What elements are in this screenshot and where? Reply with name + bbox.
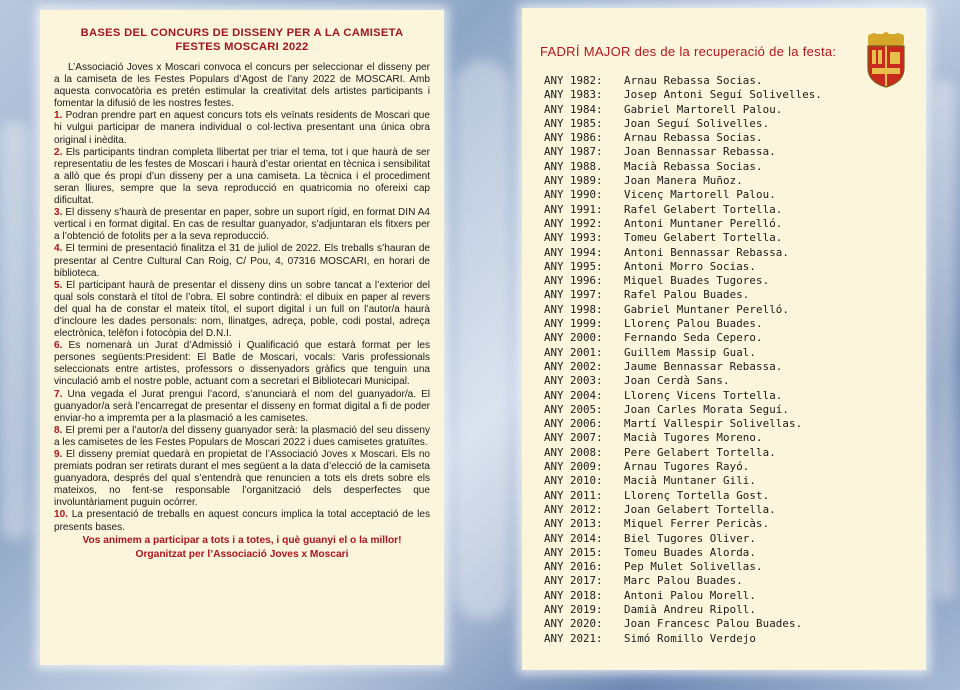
closing-line-2: Organitzat per l’Associació Joves x Moscari (135, 549, 349, 561)
rules-base-text: Els participants tindran completa llibertat per triar el tema, tot i que haurà de ser representatiu de les festes de Moscari i haurà d’estar orientat en tècnica i sensibilitat a allò que és propi d’un disseny per a una camiseta. La tècnica i el procediment seran lliures, sempre que la seva reproducció en quatricomia no ofereixi cap dificultat. (54, 146, 430, 207)
entry-name: Arnau Tugores Rayó. (624, 460, 750, 474)
entry-name: Llorenç Palou Buades. (624, 317, 763, 331)
list-item (544, 632, 904, 646)
rules-base-item (54, 449, 430, 509)
list-item (544, 431, 904, 445)
list-item (544, 145, 904, 159)
entry-year: ANY 2005: (544, 402, 603, 416)
entry-year: ANY 2004: (544, 388, 603, 402)
entry-name: Antoni Palou Morell. (624, 588, 757, 602)
entry-name: Miquel Buades Tugores. (624, 274, 770, 288)
background-texture (455, 60, 510, 620)
list-item (544, 317, 904, 331)
list-item (544, 417, 904, 431)
list-item (544, 403, 904, 417)
rules-base-number: 1. (54, 110, 63, 122)
fadri-major-panel (522, 8, 926, 670)
rules-base-item (54, 280, 430, 340)
entry-name: Jaume Bennassar Rebassa. (624, 359, 783, 373)
fadri-major-list (544, 74, 904, 646)
entry-year: ANY 2002: (544, 359, 603, 373)
entry-name: Vicenç Martorell Palou. (624, 188, 776, 202)
entry-year: ANY 2019: (544, 602, 603, 616)
entry-name: Joan Francesc Palou Buades. (624, 617, 803, 631)
entry-name: Miquel Ferrer Pericàs. (624, 517, 770, 531)
entry-name: Martí Vallespir Solivellas. (624, 417, 803, 431)
rules-base-text: El disseny premiat quedarà en propietat de l’Associació Joves x Moscari. Els no premiats podran ser retirats durant el mes següent a la data d’elecció de la camiseta guanyadora, després del qual s’entendrà que renuncien a tots els drets sobre els mateixos, no fent-se responsable l’organització dels desperfectes que involuntàriament puguin ocórrer. (54, 449, 430, 509)
entry-year: ANY 1989: (544, 174, 603, 188)
rules-base-number: 8. (54, 424, 63, 436)
list-item (544, 489, 904, 503)
entry-year: ANY 1993: (544, 231, 603, 245)
rules-base-text: La presentació de treballs en aquest concurs implica la total acceptació de les presents bases. (54, 509, 430, 533)
entry-year: ANY 1999: (544, 317, 603, 331)
entry-year: ANY 1998: (544, 302, 603, 316)
rules-title (54, 26, 430, 54)
list-item (544, 532, 904, 546)
list-item (544, 389, 904, 403)
rules-base-text: El participant haurà de presentar el disseny dins un sobre tancat a l’exterior del qual sols constarà el títol de l’obra. El sobre contindrà: el dibuix en paper al revers del qual ha de constar el mateix títol, el suport digital i un full on l’autor/a haurà d’incloure les dades personals: nom, llinatges, adreça, poble, codi postal, adreça electrònica, telèfon i fotocòpia del D.N.I. (54, 279, 430, 340)
entry-name: Antoni Morro Socias. (624, 259, 757, 273)
list-item (544, 74, 904, 88)
entry-year: ANY 2007: (544, 431, 603, 445)
list-item (544, 103, 904, 117)
rules-base-item (54, 110, 430, 146)
list-item (544, 288, 904, 302)
list-item (544, 446, 904, 460)
list-item (544, 560, 904, 574)
entry-year: ANY 1984: (544, 102, 603, 116)
entry-name: Arnau Rebassa Socias. (624, 74, 763, 87)
rules-title-line-2: FESTES MOSCARI 2022 (175, 41, 309, 53)
rules-base-text: El premi per a l’autor/a del disseny guanyador serà: la plasmació del seu disseny a les camisetes de les Festes Populars de Moscari 2022 i dues camisetes gratuïtes. (54, 424, 430, 448)
list-item (544, 574, 904, 588)
rules-body (54, 62, 430, 534)
entry-name: Marc Palou Buades. (624, 574, 743, 588)
entry-name: Tomeu Gelabert Tortella. (624, 231, 783, 245)
entry-name: Joan Bennassar Rebassa. (624, 145, 776, 159)
rules-base-number: 5. (54, 279, 63, 291)
entry-year: ANY 1990: (544, 188, 603, 202)
entry-year: ANY 1994: (544, 245, 603, 259)
entry-year: ANY 1986: (544, 131, 603, 145)
entry-year: ANY 2009: (544, 460, 603, 474)
entry-year: ANY 2017: (544, 574, 603, 588)
rules-base-item (54, 509, 430, 533)
entry-year: ANY 2011: (544, 488, 603, 502)
rules-intro (54, 62, 430, 110)
entry-name: Antoni Bennassar Rebassa. (624, 245, 790, 259)
contest-rules-panel (40, 10, 444, 665)
entry-name: Biel Tugores Oliver. (624, 531, 757, 545)
entry-name: Llorenç Vicens Tortella. (624, 388, 783, 402)
rules-intro-text: L’Associació Joves x Moscari convoca el concurs per seleccionar el disseny per a la camiseta de les Festes Populars d’Agost de l’any 2022 de MOSCARI. Amb aquesta convocatòria es pretén estimular la creativitat dels artistes participants i fomentar la difusió de les nostres festes. (54, 62, 430, 110)
list-item (544, 246, 904, 260)
entry-year: ANY 2016: (544, 560, 603, 574)
entry-name: Macià Rebassa Socias. (624, 159, 763, 173)
list-item (544, 117, 904, 131)
entry-name: Joan Manera Muñoz. (624, 174, 743, 188)
rules-base-text: El disseny s’haurà de presentar en paper, sobre un suport rígid, en format DIN A4 vertical i en format digital. En cas de resultar guanyador, s’adjuntaran els fitxers per a l’obtenció de fotolits per a la seva reproducció. (54, 207, 430, 243)
list-item (544, 160, 904, 174)
entry-year: ANY 2006: (544, 417, 603, 431)
list-item (544, 603, 904, 617)
list-item (544, 460, 904, 474)
entry-name: Rafel Palou Buades. (624, 288, 750, 302)
list-item (544, 474, 904, 488)
entry-name: Gabriel Martorell Palou. (624, 102, 783, 116)
entry-year: ANY 1991: (544, 202, 603, 216)
entry-year: ANY 1996: (544, 274, 603, 288)
rules-title-line-1: BASES DEL CONCURS DE DISSENY PER A LA CAMISETA (80, 27, 404, 39)
entry-name: Llorenç Tortella Gost. (624, 488, 770, 502)
list-item (544, 231, 904, 245)
entry-year: ANY 2012: (544, 502, 603, 516)
background-texture (932, 80, 956, 600)
closing-message (54, 535, 430, 562)
entry-year: ANY 1983: (544, 88, 603, 102)
list-item (544, 260, 904, 274)
entry-name: Joan Seguí Solivelles. (624, 116, 770, 130)
list-item (544, 617, 904, 631)
entry-year: ANY 2010: (544, 474, 603, 488)
entry-year: ANY 2018: (544, 588, 603, 602)
list-item (544, 589, 904, 603)
entry-year: ANY 1997: (544, 288, 603, 302)
list-item (544, 131, 904, 145)
list-item (544, 174, 904, 188)
rules-base-number: 2. (54, 146, 63, 158)
entry-name: Gabriel Muntaner Perelló. (624, 302, 790, 316)
list-item (544, 217, 904, 231)
entry-year: ANY 1985: (544, 116, 603, 130)
rules-base-number: 7. (54, 388, 63, 400)
list-item (544, 203, 904, 217)
entry-name: Josep Antoni Seguí Solivelles. (624, 88, 823, 102)
entry-name: Pep Mulet Solivellas. (624, 560, 763, 574)
entry-name: Tomeu Buades Alorda. (624, 545, 757, 559)
rules-base-text: Podran prendre part en aquest concurs tots els veïnats residents de Moscari que hi vulgui participar de manera individual o col·lectiva presentant una única obra original i inèdita. (54, 110, 430, 146)
list-item (544, 303, 904, 317)
entry-year: ANY 2003: (544, 374, 603, 388)
entry-name: Simó Romillo Verdejo (624, 631, 757, 645)
entry-name: Rafel Gelabert Tortella. (624, 202, 783, 216)
rules-base-number: 4. (54, 243, 63, 255)
list-item (544, 88, 904, 102)
closing-line-1: Vos animem a participar a tots i a totes, i què guanyi el o la millor! (82, 534, 402, 546)
entry-name: Arnau Rebassa Socias. (624, 131, 763, 145)
entry-year: ANY 1988. (544, 159, 603, 173)
entry-year: ANY 1987: (544, 145, 603, 159)
list-item (544, 346, 904, 360)
entry-year: ANY 1982: (544, 74, 603, 87)
rules-base-item (54, 147, 430, 207)
list-item (544, 360, 904, 374)
list-item (544, 546, 904, 560)
entry-name: Damià Andreu Ripoll. (624, 602, 757, 616)
rules-base-item (54, 207, 430, 243)
background-texture (0, 120, 30, 540)
rules-base-item (54, 425, 430, 449)
entry-year: ANY 2014: (544, 531, 603, 545)
entry-year: ANY 2021: (544, 631, 603, 645)
entry-year: ANY 1995: (544, 259, 603, 273)
entry-year: ANY 1992: (544, 216, 603, 230)
entry-year: ANY 2000: (544, 331, 603, 345)
rules-base-number: 9. (54, 449, 63, 460)
entry-year: ANY 2020: (544, 617, 603, 631)
list-item (544, 503, 904, 517)
rules-base-number: 6. (54, 340, 63, 352)
entry-name: Fernando Seda Cepero. (624, 331, 763, 345)
rules-base-number: 3. (54, 207, 63, 219)
fadri-major-title: FADRÍ MAJOR des de la recuperació de la festa: (540, 44, 837, 59)
entry-year: ANY 2015: (544, 545, 603, 559)
entry-year: ANY 2001: (544, 345, 603, 359)
entry-year: ANY 2008: (544, 445, 603, 459)
rules-base-text: Una vegada el Jurat prengui l’acord, s’anunciarà el nom del guanyador/a. El guanyador/a serà l’encarregat de presentar el disseny en format digital a fi de poder enviar-ho a impremta per a la plasmació a les camisetes. (54, 388, 430, 424)
entry-name: Guillem Massip Gual. (624, 345, 757, 359)
rules-base-text: Es nomenarà un Jurat d’Admissió i Qualificació que estarà format per les persones següents:President: El Batle de Moscari, vocals: Varis professionals seleccionats entre artistes, professors o dissenyadors gràfics que tenguin una vinculació amb el nostre poble, actuant com a secretari el Bibliotecari Municipal. (54, 340, 430, 388)
rules-base-item (54, 389, 430, 425)
rules-base-text: El termini de presentació finalitza el 31 de juliol de 2022. Els treballs s’hauran de presentar al Centre Cultural Can Roig, C/ Pou, 4, 07316 MOSCARI, en horari de biblioteca. (54, 243, 430, 279)
entry-name: Joan Gelabert Tortella. (624, 502, 776, 516)
entry-name: Macià Tugores Moreno. (624, 431, 763, 445)
entry-name: Joan Cerdà Sans. (624, 374, 730, 388)
rules-base-item (54, 243, 430, 279)
list-item (544, 331, 904, 345)
entry-year: ANY 2013: (544, 517, 603, 531)
list-item (544, 274, 904, 288)
list-item (544, 517, 904, 531)
entry-name: Joan Carles Morata Seguí. (624, 402, 790, 416)
list-item (544, 374, 904, 388)
rules-base-number: 10. (54, 509, 68, 521)
rules-base-item (54, 340, 430, 388)
entry-name: Antoni Muntaner Perelló. (624, 216, 783, 230)
list-item (544, 188, 904, 202)
entry-name: Pere Gelabert Tortella. (624, 445, 776, 459)
entry-name: Macià Muntaner Gili. (624, 474, 757, 488)
